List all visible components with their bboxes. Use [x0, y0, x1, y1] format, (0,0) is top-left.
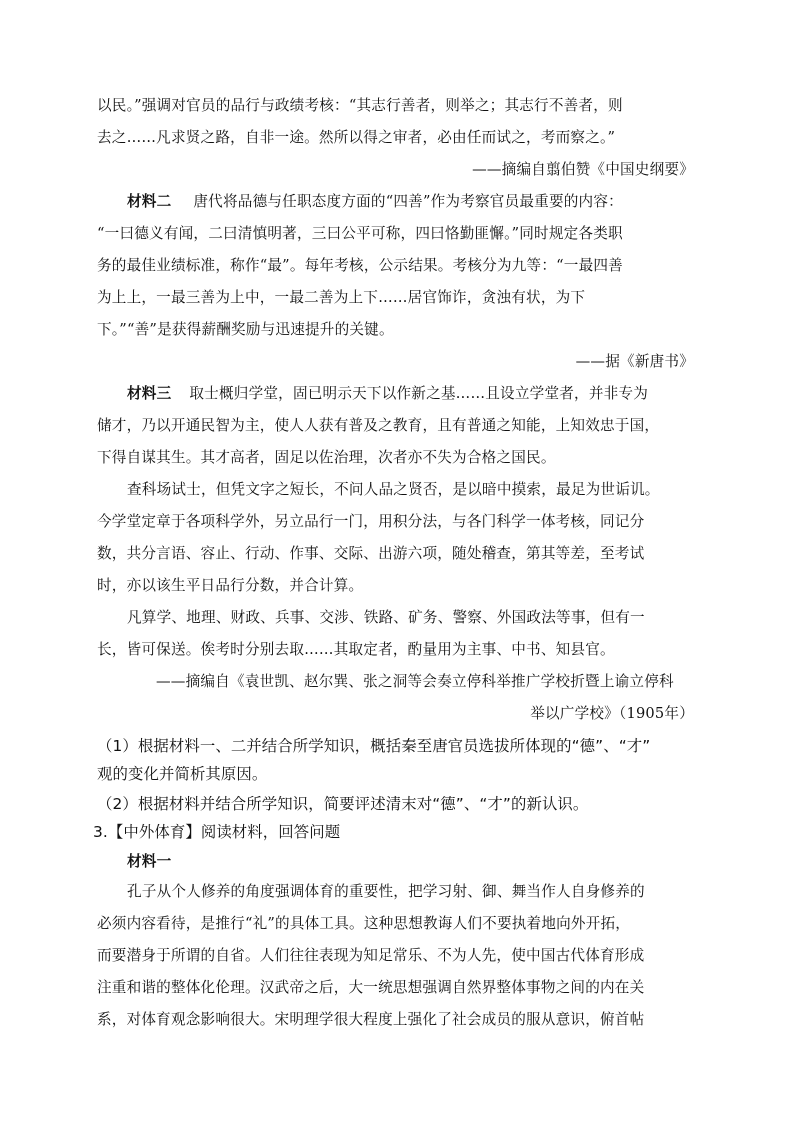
section3-line: 注重和谐的整体化伦理。汉武帝之后，大一统思想强调自然界整体事物之间的内在关 [97, 979, 645, 996]
material1-line: 以民。”强调对官员的品行与政绩考核：“其志行善者，则举之；其志行不善者，则 [97, 97, 623, 114]
material3-line: 查科场试士，但凭文字之短长，不问人品之贤否，是以暗中摸索，最足为世诟讥。 [127, 481, 660, 498]
material3-source: ——摘编自《袁世凯、赵尔巽、张之洞等会奏立停科举推广学校折暨上谕立停科 [156, 673, 674, 690]
material3-line: 取士概归学堂，固已明示天下以作新之基……且设立学堂者，并非专为 [189, 385, 648, 402]
section-title: 3.【中外体育】阅读材料，回答问题 [93, 823, 341, 841]
material3-line: 储才，乃以开通民智为主，使人人获有普及之教育，且有普通之知能，上知效忠于国， [97, 417, 660, 434]
source-citation: ——摘编自翦伯赞《中国史纲要》 [472, 161, 694, 178]
material3-line: 下得自谋其生。其才高者，固足以佐治理，次者亦不失为合格之国民。 [97, 449, 556, 466]
question-2: （2）根据材料并结合所学知识，简要评述清末对“德”、“才”的新认识。 [97, 795, 589, 813]
material2-line: “一曰德义有闻，二曰清慎明著，三曰公平可称，四曰恪勤匪懈。”同时规定各类职 [97, 225, 623, 242]
section3-line: 系，对体育观念影响很大。宋明理学很大程度上强化了社会成员的服从意识，俯首帖 [97, 1011, 645, 1028]
material3-first-line [127, 383, 648, 405]
question-1-cont: 观的变化并简析其原因。 [97, 765, 268, 783]
material1-source [450, 159, 694, 181]
material3-line: 数，共分言语、容止、行动、作事、交际、出游六项，随处稽查，第其等差，至考试 [97, 545, 645, 562]
material3-line: 凡算学、地理、财政、兵事、交涉、铁路、矿务、警察、外国政法等事，但有一 [127, 609, 645, 626]
material2-line: 务的最佳业绩标准，称作“最”。每年考核，公示结果。考核分为九等：“一最四善 [97, 257, 623, 274]
source-citation: ——据《新唐书》 [575, 353, 694, 370]
material2-source [450, 351, 694, 373]
source-citation: 举以广学校》（1905年） [530, 705, 694, 722]
material2-line: 为上上，一最三善为上中，一最二善为上下……居官饰诈，贪浊有状，为下 [97, 289, 586, 306]
material-heading: 材料一 [127, 853, 172, 870]
section3-line: 孔子从个人修养的角度强调体育的重要性，把学习射、御、舞当作人自身修养的 [127, 883, 645, 900]
material-heading: 材料三 [127, 385, 172, 402]
material2-line: 唐代将品德与任职态度方面的“四善”作为考察官员最重要的内容： [193, 193, 623, 210]
section3-line: 必须内容看待，是推行“礼”的具体工具。这种思想教诲人们不要执着地向外开拓， [97, 915, 631, 932]
material-heading: 材料二 [127, 193, 172, 210]
material3-line: 今学堂定章于各项科学外，另立品行一门，用积分法，与各门科学一体考核，同记分 [97, 513, 645, 530]
material3-line: 时，亦以该生平日品行分数，并合计算。 [97, 577, 364, 594]
material2-first-line [127, 191, 623, 213]
material3-source-end [450, 703, 694, 725]
section3-line: 而要潜身于所谓的自省。人们往往表现为知足常乐、不为人先，使中国古代体育形成 [97, 947, 645, 964]
material2-line: 下。”“善”是获得薪酬奖励与迅速提升的关键。 [97, 321, 394, 338]
material1-line: 去之……凡求贤之路，自非一途。然所以得之审者，必由任而试之，考而察之。” [97, 129, 616, 146]
material3-line: 长，皆可保送。俟考时分别去取……其取定者，酌量用为主事、中书、知县官。 [97, 641, 615, 658]
question-1: （1）根据材料一、二并结合所学知识，概括秦至唐官员选拔所体现的“德”、“才” [97, 737, 651, 755]
